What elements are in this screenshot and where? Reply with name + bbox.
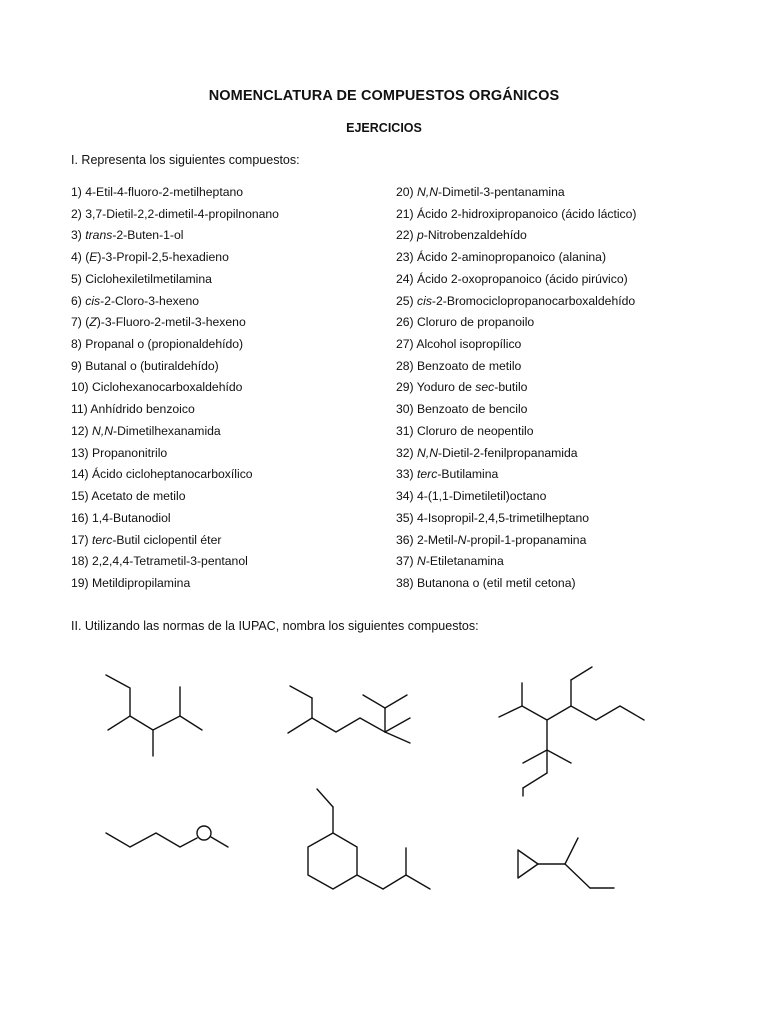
compound-item [71, 510, 279, 532]
compound-text: 30) Benzoato de bencilo [396, 402, 528, 417]
compound-item [71, 227, 279, 249]
compound-text: 31) Cloruro de neopentilo [396, 423, 534, 438]
compound-text: -Butil ciclopentil éter [112, 532, 222, 547]
italic-prefix: cis [417, 293, 432, 308]
italic-prefix: N,N [417, 185, 439, 199]
compound-item [71, 532, 279, 554]
italic-prefix: N,N [92, 423, 114, 438]
skeletal-structure-6 [510, 830, 620, 895]
italic-prefix: terc [417, 467, 438, 482]
compound-text: 23) Ácido 2-aminopropanoico (alanina) [396, 250, 607, 265]
compound-item [71, 379, 279, 401]
italic-prefix: E [89, 250, 98, 265]
skeletal-structure-1 [100, 670, 220, 760]
compound-item [396, 184, 637, 206]
compound-list-left [71, 184, 279, 597]
compound-text: 6) [71, 293, 86, 308]
compound-text: 15) Acetato de metilo [71, 489, 186, 504]
compound-item [396, 358, 637, 380]
compound-text: -Etiletanamina [425, 554, 504, 569]
compound-item [396, 249, 637, 271]
compound-text: -propil-1-propanamina [466, 532, 587, 547]
compound-item [396, 423, 637, 445]
compound-text: 4) ( [71, 250, 90, 265]
page-title: NOMENCLATURA DE COMPUESTOS ORGÁNICOS [208, 88, 560, 104]
compound-text: -2-Cloro-3-hexeno [100, 293, 200, 308]
compound-item [71, 575, 279, 597]
compound-item [71, 249, 279, 271]
italic-prefix: N,N [417, 445, 439, 460]
oxygen-atom [197, 826, 211, 840]
compound-text: 37) [396, 554, 418, 569]
compound-item [71, 293, 279, 315]
compound-text: 36) 2-Metil- [396, 532, 458, 547]
compound-item [396, 575, 637, 597]
compound-text: 14) Ácido cicloheptanocarboxílico [71, 467, 253, 482]
compound-text: 2) 3,7-Dietil-2,2-dimetil-4-propilnonano [71, 206, 279, 221]
compound-item [396, 488, 637, 510]
compound-item [396, 379, 637, 401]
compound-item [396, 271, 637, 293]
compound-item [396, 553, 637, 575]
compound-text: 21) Ácido 2-hidroxipropanoico (ácido láctico) [396, 206, 637, 221]
compound-item [396, 532, 637, 554]
compound-item [396, 401, 637, 423]
compound-item [71, 314, 279, 336]
compound-text: 22) [396, 228, 418, 243]
compound-item [71, 553, 279, 575]
compound-text: 7) ( [71, 315, 90, 330]
compound-text: )-3-Fluoro-2-metil-3-hexeno [96, 315, 246, 330]
compound-text: -2-Bromociclopropanocarboxaldehído [431, 293, 636, 308]
compound-item [71, 401, 279, 423]
compound-item [396, 314, 637, 336]
compound-text: )-3-Propil-2,5-hexadieno [97, 250, 229, 265]
compound-text: 10) Ciclohexanocarboxaldehído [71, 380, 243, 395]
italic-prefix: p [417, 228, 424, 243]
compound-text: 29) Yoduro de [396, 380, 476, 395]
compound-item [396, 510, 637, 532]
compound-item [71, 466, 279, 488]
compound-text: 9) Butanal o (butiraldehído) [71, 358, 219, 373]
skeletal-structure-2 [285, 680, 425, 750]
italic-prefix: cis [85, 293, 101, 308]
compound-text: 11) Anhídrido benzoico [71, 402, 195, 417]
compound-item [71, 206, 279, 228]
italic-prefix: Z [89, 315, 97, 330]
compound-item [396, 206, 637, 228]
compound-text: 18) 2,2,4,4-Tetrametil-3-pentanol [71, 554, 248, 569]
compound-text: 8) Propanal o (propionaldehído) [71, 337, 244, 352]
compound-list-right [396, 184, 637, 597]
compound-text: 38) Butanona o (etil metil cetona) [396, 575, 576, 590]
compound-text: 13) Propanonitrilo [71, 445, 168, 460]
compound-item [71, 271, 279, 293]
compound-text: -Nitrobenzaldehído [423, 228, 527, 243]
compound-text: 1) 4-Etil-4-fluoro-2-metilheptano [71, 185, 244, 199]
compound-item [71, 488, 279, 510]
compound-text: 33) [396, 467, 418, 482]
compound-text: 27) Alcohol isopropílico [396, 337, 522, 352]
compound-item [396, 293, 637, 315]
compound-text: 32) [396, 445, 418, 460]
italic-prefix: N [457, 532, 467, 547]
compound-text: 25) [396, 293, 418, 308]
compound-item [396, 336, 637, 358]
compound-item [71, 445, 279, 467]
skeletal-structure-5 [300, 785, 435, 890]
compound-item [71, 336, 279, 358]
compound-text: -Dimetil-3-pentanamina [438, 185, 565, 199]
section-2-heading: II. Utilizando las normas de la IUPAC, nombra los siguientes compuestos: [71, 619, 479, 633]
compound-text: -Dietil-2-fenilpropanamida [438, 445, 578, 460]
italic-prefix: terc [92, 532, 113, 547]
compound-text: 24) Ácido 2-oxopropanoico (ácido pirúvico) [396, 271, 628, 286]
section-1-heading: I. Representa los siguientes compuestos: [71, 153, 300, 167]
compound-text: 12) [71, 423, 93, 438]
compound-item [71, 184, 279, 206]
italic-prefix: sec [475, 380, 495, 395]
compound-text: 20) [396, 185, 418, 199]
italic-prefix: trans [85, 228, 113, 243]
compound-text: 16) 1,4-Butanodiol [71, 510, 171, 525]
compound-text: 28) Benzoato de metilo [396, 358, 522, 373]
compound-item [71, 358, 279, 380]
compound-text: 19) Metildipropilamina [71, 575, 191, 590]
skeletal-structure-3 [492, 660, 652, 800]
compound-text: 26) Cloruro de propanoilo [396, 315, 535, 330]
compound-item [396, 445, 637, 467]
compound-text: -Butilamina [437, 467, 499, 482]
compound-text: 35) 4-Isopropil-2,4,5-trimetilheptano [396, 510, 590, 525]
compound-text: 17) [71, 532, 93, 547]
compound-item [396, 227, 637, 249]
compound-text: 5) Ciclohexiletilmetilamina [71, 271, 212, 286]
compound-item [71, 423, 279, 445]
compound-text: -butilo [494, 380, 528, 395]
skeletal-structure-4 [100, 815, 235, 855]
compound-text: -2-Buten-1-ol [112, 228, 184, 243]
italic-prefix: N [417, 554, 426, 569]
page-subtitle: EJERCICIOS [346, 121, 422, 135]
compound-text: 3) [71, 228, 86, 243]
compound-text: -Dimetilhexanamida [113, 423, 221, 438]
compound-text: 34) 4-(1,1-Dimetiletil)octano [396, 489, 547, 504]
compound-item [396, 466, 637, 488]
